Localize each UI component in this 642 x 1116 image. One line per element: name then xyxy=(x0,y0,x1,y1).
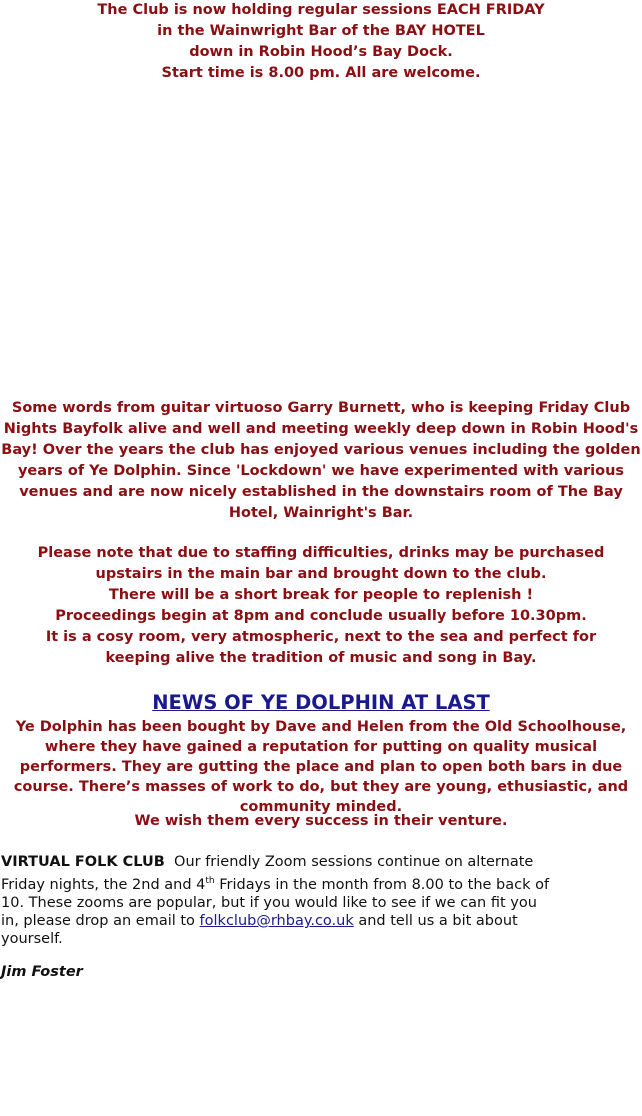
notes-line: There will be a short break for people to replenish ! xyxy=(108,587,534,603)
news-body: Ye Dolphin has been bought by Dave and Helen from the Old Schoolhouse, where they have gained a reputation for putting on quality musical performers. They are gutting the place and plan to open both bars in due course. There’s masses of work to do, but they are young, ethusiastic, and community minded. xyxy=(13,719,629,815)
notes-line: keeping alive the tradition of music and song in Bay. xyxy=(105,650,537,666)
ordinal-suffix: th xyxy=(205,876,215,887)
virtual-line-3: 10. These zooms are popular, but if you would like to see if we can fit you xyxy=(1,895,537,911)
virtual-text: in, please drop an email to xyxy=(1,913,200,929)
virtual-line-5: yourself. xyxy=(1,931,63,947)
garry-burnett-paragraph: Some words from guitar virtuoso Garry Burnett, who is keeping Friday Club Nights Bayfolk alive and well and meeting weekly deep down in Robin Hood's Bay! Over the years the club has enjoyed various venues including the golden years of Ye Dolphin. Since 'Lockdown' we have experimented with various venues and are now nicely established in the downstairs room of The Bay Hotel, Wainright's Bar. xyxy=(1,400,641,521)
intro-line: The Club is now holding regular sessions EACH FRIDAY xyxy=(97,2,545,18)
intro-line: down in Robin Hood’s Bay Dock. xyxy=(189,44,453,60)
author-signature: Jim Foster xyxy=(1,964,83,980)
virtual-text: Our friendly Zoom sessions continue on alternate xyxy=(174,854,534,870)
virtual-line-4 xyxy=(1,912,631,930)
virtual-line-1 xyxy=(1,853,631,871)
notes-line: It is a cosy room, very atmospheric, next to the sea and perfect for xyxy=(45,629,597,645)
club-notes xyxy=(0,543,642,669)
virtual-text: Fridays in the month from 8.00 to the back of xyxy=(214,877,550,893)
notes-line: Please note that due to staffing difficulties, drinks may be purchased xyxy=(37,545,605,561)
virtual-text: Friday nights, the 2nd and 4 xyxy=(1,877,206,893)
notes-line: upstairs in the main bar and brought down to the club. xyxy=(95,566,547,582)
virtual-line-2 xyxy=(1,876,631,894)
intro-announcement xyxy=(0,0,642,84)
news-heading: NEWS OF YE DOLPHIN AT LAST xyxy=(152,691,490,714)
email-link[interactable]: folkclub@rhbay.co.uk xyxy=(199,913,354,929)
virtual-folk-club-section xyxy=(1,853,631,948)
intro-line: Start time is 8.00 pm. All are welcome. xyxy=(161,65,481,81)
notes-line: Proceedings begin at 8pm and conclude usually before 10.30pm. xyxy=(55,608,587,624)
intro-line: in the Wainwright Bar of the BAY HOTEL xyxy=(157,23,485,39)
news-wish: We wish them every success in their venture. xyxy=(134,813,508,829)
virtual-text: and tell us a bit about xyxy=(353,913,518,929)
virtual-title: VIRTUAL FOLK CLUB xyxy=(1,854,165,870)
